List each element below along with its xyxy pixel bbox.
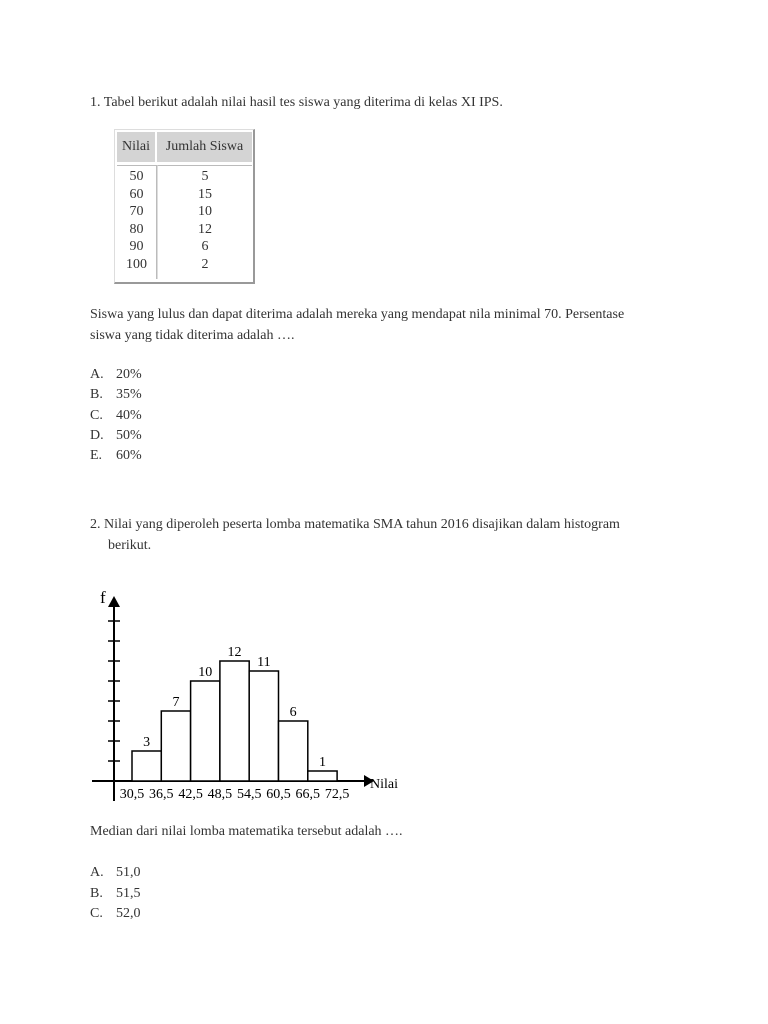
q2-option-a[interactable]: A. 51,0 (90, 865, 141, 880)
x-tick-label: 42,5 (178, 787, 203, 802)
table-column-jumlah (157, 165, 252, 279)
chart-bars (132, 661, 337, 781)
histogram-bar (249, 671, 278, 781)
x-tick-label: 54,5 (236, 787, 262, 802)
bar-value-label: 7 (172, 695, 180, 710)
histogram-chart (88, 585, 418, 807)
q1-option-c[interactable]: C. 40% (90, 408, 142, 423)
table-cell: 70 (129, 204, 144, 220)
table-cell: 90 (129, 239, 144, 255)
histogram-bar (308, 771, 337, 781)
y-axis-arrow-icon (108, 596, 120, 607)
y-axis-label: f (100, 588, 106, 607)
table-cell: 100 (126, 256, 147, 272)
q1-option-a[interactable]: A. 20% (90, 367, 142, 382)
bar-value-label: 12 (227, 645, 242, 660)
table-cell: 5 (201, 169, 209, 184)
q1-prompt: 1. Tabel berikut adalah nilai hasil tes siswa yang diterima di kelas XI IPS. (90, 95, 503, 110)
table-cell: 80 (129, 221, 144, 237)
x-axis-label: Nilai (370, 777, 398, 792)
table-cell: 12 (198, 221, 212, 237)
table-cell: 2 (201, 256, 209, 272)
bar-value-label: 11 (257, 655, 271, 670)
x-tick-label: 60,5 (266, 787, 291, 802)
q1-statement-line1: Siswa yang lulus dan dapat diterima adalah mereka yang mendapat nila minimal 70. Persentase (90, 307, 625, 322)
x-tick-label: 48,5 (207, 787, 233, 802)
q1-option-b[interactable]: B. 35% (90, 387, 142, 402)
q2-prompt-line2: berikut. (108, 538, 152, 553)
q1-option-e[interactable]: E. 60% (90, 448, 142, 463)
table-cell: 60 (129, 186, 144, 202)
table-header-row (117, 132, 252, 162)
q2-question: Median dari nilai lomba matematika tersebut adalah …. (90, 824, 403, 839)
bar-value-label: 10 (198, 665, 213, 680)
bar-value-label: 3 (143, 735, 151, 750)
q2-option-c[interactable]: C. 52,0 (90, 906, 141, 921)
bar-value-label: 1 (318, 755, 326, 770)
x-tick-label: 72,5 (324, 787, 350, 802)
table-column-nilai (117, 165, 157, 279)
table-cell: 50 (129, 169, 144, 184)
histogram-bar (161, 711, 190, 781)
table-body (117, 165, 252, 279)
x-tick-label: 30,5 (119, 787, 145, 802)
q2-option-b[interactable]: B. 51,5 (90, 886, 141, 901)
bar-value-label: 6 (289, 705, 297, 720)
score-table (114, 129, 255, 284)
table-header-jumlah-siswa: Jumlah Siswa (157, 132, 252, 162)
histogram-bar (220, 661, 249, 781)
q2-prompt-line1: 2. Nilai yang diperoleh peserta lomba matematika SMA tahun 2016 disajikan dalam histogram (90, 517, 620, 532)
histogram-bar (279, 721, 308, 781)
table-cell: 6 (201, 239, 209, 255)
q1-option-d[interactable]: D. 50% (90, 428, 142, 443)
x-tick-label: 36,5 (149, 787, 174, 802)
table-cell: 10 (198, 204, 212, 220)
histogram-bar (191, 681, 220, 781)
table-cell: 15 (198, 186, 212, 202)
q1-statement-line2: siswa yang tidak diterima adalah …. (90, 328, 295, 343)
x-tick-label: 66,5 (295, 787, 321, 802)
histogram-bar (132, 751, 161, 781)
table-header-nilai: Nilai (117, 132, 157, 162)
